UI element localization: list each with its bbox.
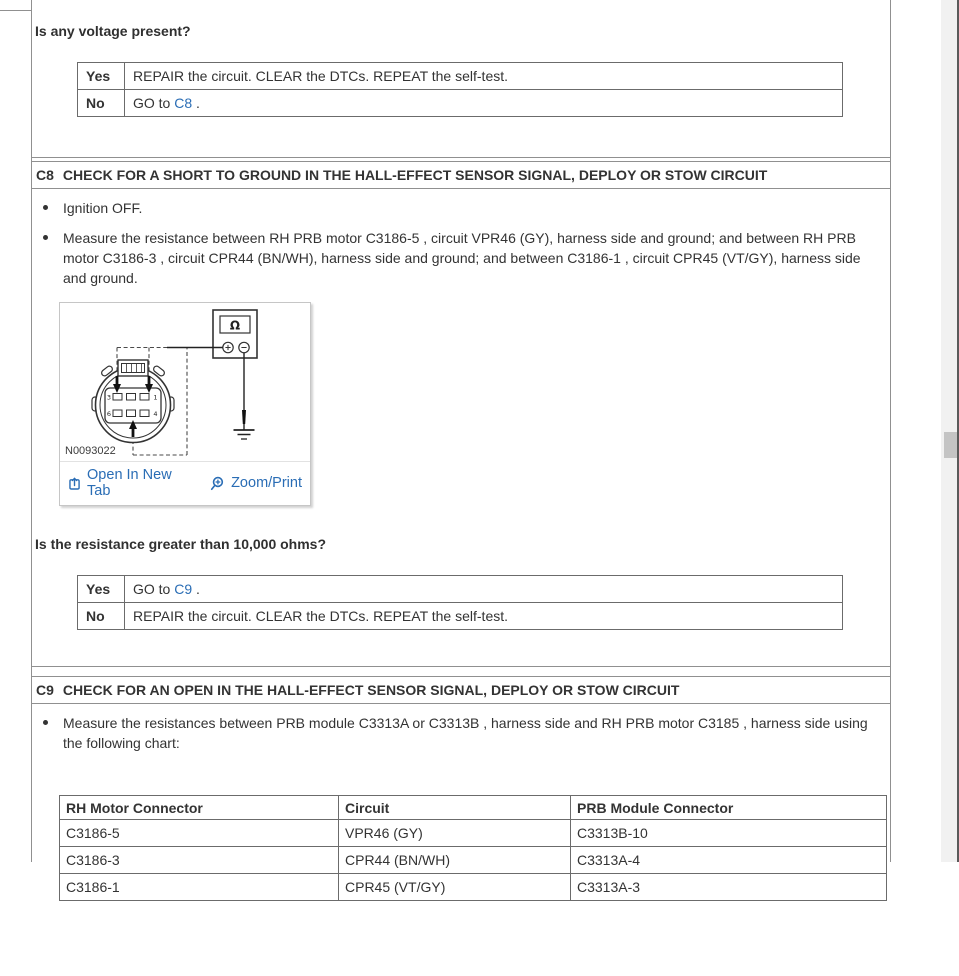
answer-text: REPAIR the circuit. CLEAR the DTCs. REPEAT the self-test.	[133, 608, 509, 624]
answer-action-cell	[125, 90, 843, 117]
step-title: CHECK FOR AN OPEN IN THE HALL-EFFECT SENSOR SIGNAL, DEPLOY OR STOW CIRCUIT	[62, 682, 680, 698]
column-header: RH Motor Connector	[60, 796, 339, 820]
answer-action-cell	[125, 603, 843, 630]
answer-label-cell: Yes	[78, 63, 125, 90]
section-c8	[32, 161, 890, 667]
answer-action-cell	[125, 63, 843, 90]
section-previous-step	[32, 0, 890, 158]
step-id: C9	[36, 682, 54, 698]
svg-text:4: 4	[153, 410, 158, 419]
table-cell: VPR46 (GY)	[339, 820, 571, 847]
open-in-new-tab-label: Open In New Tab	[87, 467, 172, 499]
go-to-c9-link[interactable]: C9	[174, 581, 193, 597]
answer-suffix: .	[192, 581, 200, 597]
cutoff-row-border	[0, 10, 31, 11]
table-row	[78, 576, 843, 603]
table-cell: C3313A-4	[571, 847, 887, 874]
table-cell: CPR44 (BN/WH)	[339, 847, 571, 874]
table-row	[60, 847, 887, 874]
svg-text:1: 1	[153, 393, 158, 402]
answer-action-cell	[125, 576, 843, 603]
table-row	[78, 90, 843, 117]
table-cell: CPR45 (VT/GY)	[339, 874, 571, 901]
question-text: Is any voltage present?	[35, 23, 191, 39]
scrollbar-thumb[interactable]	[944, 432, 957, 458]
column-header: Circuit	[339, 796, 571, 820]
table-cell: C3313B-10	[571, 820, 887, 847]
instruction-list	[32, 198, 890, 288]
figure-widget	[59, 302, 311, 506]
figure-id-label: N0093022	[65, 445, 116, 457]
instruction-list	[32, 713, 890, 753]
answer-label-cell: No	[78, 603, 125, 630]
table-header-row	[60, 796, 887, 820]
scrollbar[interactable]	[941, 0, 959, 862]
pinpoint-test-document	[31, 0, 891, 895]
open-in-new-tab-icon	[68, 476, 81, 491]
answer-table	[77, 62, 843, 117]
svg-text:6: 6	[106, 410, 112, 419]
step-id: C8	[36, 167, 54, 183]
step-title: CHECK FOR A SHORT TO GROUND IN THE HALL-EFFECT SENSOR SIGNAL, DEPLOY OR STOW CIRCUIT	[62, 167, 768, 183]
table-cell: C3313A-3	[571, 874, 887, 901]
answer-label-cell: No	[78, 90, 125, 117]
section-header-c9	[32, 677, 890, 704]
section-c9	[32, 676, 890, 976]
open-in-new-tab-link[interactable]	[68, 467, 184, 499]
table-cell: C3186-3	[60, 847, 339, 874]
list-item: Ignition OFF.	[32, 198, 882, 218]
table-cell: C3186-1	[60, 874, 339, 901]
go-to-c8-link[interactable]: C8	[174, 95, 193, 111]
answer-label-cell: Yes	[78, 576, 125, 603]
svg-text:Ω: Ω	[229, 318, 241, 333]
list-item: Measure the resistance between RH PRB motor C3186-5 , circuit VPR46 (GY), harness side and ground; and between RH PRB motor C3186-3 , circuit CPR44 (BN/WH), harness side and ground; and between C3186-1 , circuit CPR45 (VT/GY), harness side and ground.	[32, 228, 882, 288]
answer-text: REPAIR the circuit. CLEAR the DTCs. REPEAT the self-test.	[133, 68, 509, 84]
list-item: Measure the resistances between PRB module C3313A or C3313B , harness side and RH PRB motor C3185 , harness side using the following chart:	[32, 713, 882, 753]
zoom-print-label: Zoom/Print	[231, 475, 302, 491]
column-header: PRB Module Connector	[571, 796, 887, 820]
table-row	[78, 603, 843, 630]
section-header-c8	[32, 162, 890, 189]
answer-text: GO to	[133, 95, 175, 111]
answer-table	[77, 575, 843, 630]
figure-toolbar	[60, 462, 310, 505]
answer-suffix: .	[192, 95, 200, 111]
table-row	[60, 820, 887, 847]
question-text: Is the resistance greater than 10,000 ohms?	[35, 536, 327, 552]
connector-test-diagram	[63, 306, 307, 462]
magnifier-plus-icon	[210, 476, 225, 491]
table-cell: C3186-5	[60, 820, 339, 847]
figure-image-area	[60, 303, 310, 462]
answer-text: GO to	[133, 581, 175, 597]
resistance-chart-table	[59, 795, 887, 901]
zoom-print-link[interactable]	[210, 475, 302, 491]
svg-text:3: 3	[106, 393, 112, 402]
table-row	[78, 63, 843, 90]
table-row	[60, 874, 887, 901]
